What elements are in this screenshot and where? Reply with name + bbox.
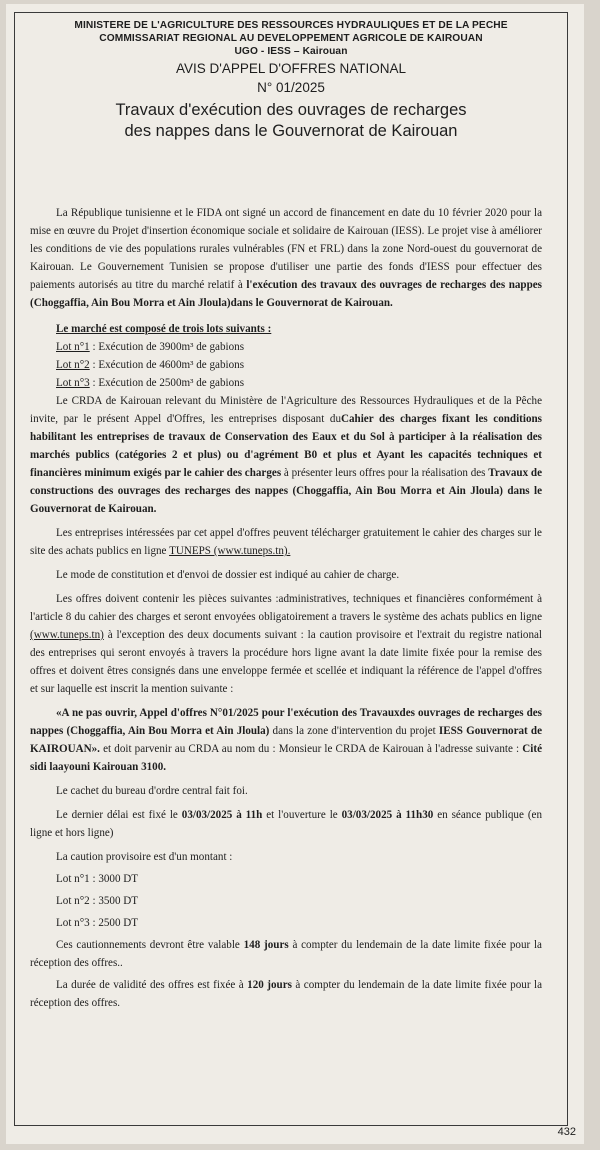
caution-intro: La caution provisoire est d'un montant : <box>56 851 233 863</box>
notice-title-line2: des nappes dans le Gouvernorat de Kairouan <box>124 122 458 140</box>
lots-list <box>30 320 542 392</box>
paragraph-deadline: Le dernier délai est fixé le 03/03/2025 à 11h et l'ouverture le 03/03/2025 à 11h30 en séance publique (en ligne et hors ligne) <box>30 809 542 839</box>
paragraph-stamp: Le cachet du bureau d'ordre central fait foi. <box>56 785 248 797</box>
commissariat-line: COMMISSARIAT REGIONAL AU DEVELOPPEMENT AGRICOLE DE KAIROUAN <box>99 33 483 44</box>
ministry-line: MINISTERE DE L'AGRICULTURE DES RESSOURCES HYDRAULIQUES ET DE LA PECHE <box>74 20 508 31</box>
paragraph-mention: «A ne pas ouvrir, Appel d'offres N°01/2025 pour l'exécution des Travauxdes ouvrages de recharges des nappes (Choggaffia, Ain Bou Morra et Ain Jloula) dans la zone d'intervention du projet IESS Gouvernorat de KAIROUAN». et doit parvenir au CRDA au nom du : Monsieur le CRDA de Kairouan à l'adresse suivante : Cité sidi laayouni Kairouan 3100. <box>30 707 542 773</box>
caution-item: Lot n°1 : 3000 DT <box>56 873 139 885</box>
notice-title-line1: Travaux d'exécution des ouvrages de recharges <box>115 101 467 119</box>
notice-type: AVIS D'APPEL D'OFFRES NATIONAL <box>176 61 406 76</box>
paragraph-mode: Le mode de constitution et d'envoi de dossier est indiqué au cahier de charge. <box>56 569 400 581</box>
lot-item: Lot n°1 : Exécution de 3900m³ de gabions <box>56 341 245 353</box>
page-number: 432 <box>557 1126 576 1138</box>
paragraph-offer-validity: La durée de validité des offres est fixée à 120 jours à compter du lendemain de la date limite fixée pour la réception des offres. <box>30 979 542 1009</box>
paragraph-download: Les entreprises intéressées par cet appel d'offres peuvent télécharger gratuitement le cahier des charges sur le site des achats publics en ligne TUNEPS (www.tuneps.tn). <box>30 527 542 557</box>
unit-line: UGO - IESS – Kairouan <box>234 46 348 57</box>
paragraph-offers: Les offres doivent contenir les pièces suivantes :administratives, techniques et financières conformément à l'article 8 du cahier des charges et seront envoyées obligatoirement a travers le système des achats publics en ligne (www.tuneps.tn) à l'exception des deux documents suivant : la caution provisoire et l'extrait du registre national des entreprises qui seront envoyés à travers la procédure hors ligne avant la date limite fixée pour la remise des offres et doivent êtres consignés dans une enveloppe fermée et scellée et indiquant la référence de l'appel d'offres et sur laquelle est inscrit la mention suivante : <box>30 593 542 695</box>
lots-heading: Le marché est composé de trois lots suivants : <box>56 323 272 335</box>
paragraph-invitation: Le CRDA de Kairouan relevant du Ministère de l'Agriculture des Ressources Hydrauliques et de la Pêche invite, par le présent Appel d'Offres, les entreprises disposant duCahier des charges fixant les conditions habilitant les entreprises de travaux de Conservation des Eaux et du Sol à participer à la réalisation des marchés publics (catégories 2 et plus) ou d'agrément B0 et plus et Ayant les capacités techniques et financières minimum exigés par le cahier des charges à présenter leurs offres pour la réalisation des Travaux de constructions des ouvrages des recharges des nappes (Choggaffia, Ain Bou Morra et Ain Jloula) dans le Gouvernorat de Kairouan. <box>30 395 542 515</box>
notice-number: N° 01/2025 <box>257 80 325 95</box>
notice-header <box>15 19 567 142</box>
lot-item: Lot n°2 : Exécution de 4600m³ de gabions <box>56 359 245 371</box>
caution-item: Lot n°2 : 3500 DT <box>56 895 139 907</box>
newspaper-page <box>6 4 584 1144</box>
paragraph-caution-validity: Ces cautionnements devront être valable 148 jours à compter du lendemain de la date limite fixée pour la réception des offres.. <box>30 939 542 969</box>
lot-item: Lot n°3 : Exécution de 2500m³ de gabions <box>56 377 245 389</box>
caution-item: Lot n°3 : 2500 DT <box>56 917 139 929</box>
paragraph-financing: La République tunisienne et le FIDA ont signé un accord de financement en date du 10 février 2020 pour la mise en œuvre du Projet d'insertion économique sociale et solidaire de Kairouan (IESS). Le projet vise à améliorer les conditions de vie des populations rurales vulnérables (FN et FRL) dans la zone Nord-ouest du gouvernorat de Kairouan. Le Gouvernement Tunisien se propose d'utiliser une partie des fonds d'IESS pour effectuer des paiements autorisés au titre du marché relatif à l'exécution des travaux des ouvrages de recharges des nappes (Choggaffia, Ain Bou Morra et Ain Jloula)dans le Gouvernorat de Kairouan. <box>30 207 542 309</box>
notice-body <box>30 204 542 1012</box>
